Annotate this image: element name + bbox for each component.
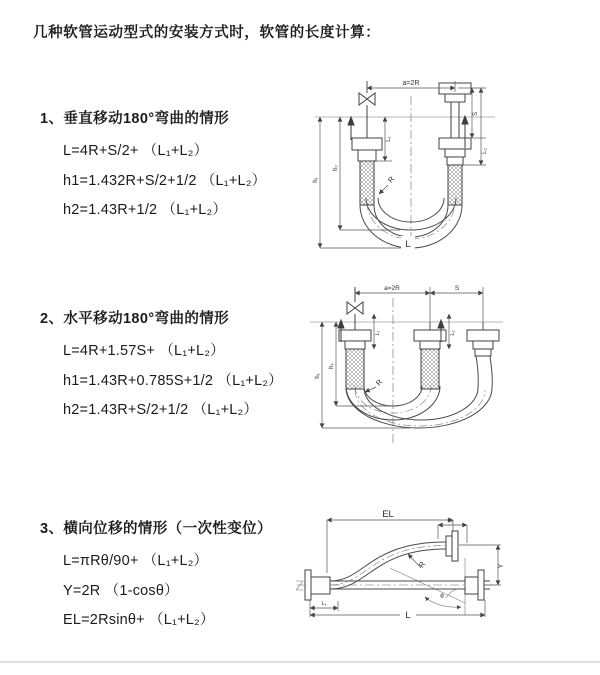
- formula-line: L=4R+1.57S+ （L₁+L₂）: [63, 343, 225, 359]
- dim-label-s: S: [473, 111, 479, 117]
- dim-label-h2: h₂: [333, 165, 339, 171]
- pipe-break-symbol: [296, 581, 303, 590]
- construction-lines: [390, 558, 465, 615]
- dim-label-l2: L₂: [447, 518, 453, 524]
- dimension-lines: [310, 520, 501, 617]
- dim-label-h1: h₁: [315, 373, 321, 379]
- dim-label-l: L: [405, 239, 411, 250]
- centerline: [315, 96, 495, 238]
- dim-label-l1: L₁: [321, 601, 327, 607]
- dim-label-l2: L₂: [482, 148, 488, 154]
- formula-line: L=4R+S/2+ （L₁+L₂）: [63, 143, 209, 159]
- dim-label-a2r: a=2R: [384, 285, 400, 292]
- section-2-heading: 2、水平移动180°弯曲的情形: [40, 311, 230, 327]
- dim-label-s: S: [454, 285, 460, 292]
- dim-label-l: L: [405, 610, 411, 621]
- hose-u-bends: [346, 356, 492, 428]
- formula-line: h2=1.43R+S/2+1/2 （L₁+L₂）: [63, 402, 259, 418]
- right-pipe-fitting: [439, 83, 471, 205]
- hose-braid: [421, 349, 439, 389]
- dim-label-r: R: [385, 174, 397, 185]
- valve-icon: [347, 287, 363, 314]
- formula-line: h2=1.43R+1/2 （L₁+L₂）: [63, 202, 228, 218]
- dim-label-h1: h₁: [313, 177, 319, 183]
- centerline: [310, 298, 503, 443]
- dim-label-l1: L₁: [375, 330, 381, 336]
- formula-line: h1=1.43R+0.785S+1/2 （L₁+L₂）: [63, 373, 283, 389]
- dim-label-r: R: [416, 559, 428, 570]
- diagram-vertical-180-bend: [300, 68, 595, 258]
- dim-label-l2: L₂: [450, 330, 456, 336]
- hose-s-curve: [330, 542, 446, 589]
- left-pipe-fitting: [352, 105, 382, 205]
- diagram-lateral-displacement: [293, 503, 513, 628]
- dim-label-y: Y: [498, 563, 505, 569]
- page-edge-artifact: [0, 661, 600, 663]
- left-pipe-fitting: [339, 314, 371, 389]
- formula-line: Y=2R （1-cosθ）: [63, 583, 179, 599]
- diagram-horizontal-180-bend: [298, 278, 598, 458]
- hose-braid: [448, 165, 462, 205]
- dim-label-el: EL: [382, 509, 394, 520]
- left-flange: [305, 570, 330, 600]
- formula-line: L=πRθ/90+ （L₁+L₂）: [63, 553, 209, 569]
- formula-line: h1=1.432R+S/2+1/2 （L₁+L₂）: [63, 173, 267, 189]
- upper-flange-displaced: [446, 531, 458, 561]
- hose-braid: [346, 349, 364, 389]
- dim-label-r: R: [373, 377, 385, 388]
- dim-label-h2: h₂: [329, 363, 335, 369]
- section-1-heading: 1、垂直移动180°弯曲的情形: [40, 111, 230, 127]
- dim-label-theta: θ: [440, 593, 444, 600]
- page-title: 几种软管运动型式的安装方式时，软管的长度计算：: [33, 25, 381, 41]
- dim-label-a2r: a=2R: [402, 80, 420, 87]
- hose-braid: [360, 161, 374, 205]
- section-3-heading: 3、横向位移的情形（一次性变位）: [40, 521, 272, 537]
- formula-line: EL=2Rsinθ+ （L₁+L₂）: [63, 612, 215, 628]
- dim-label-l1: L₁: [386, 136, 392, 142]
